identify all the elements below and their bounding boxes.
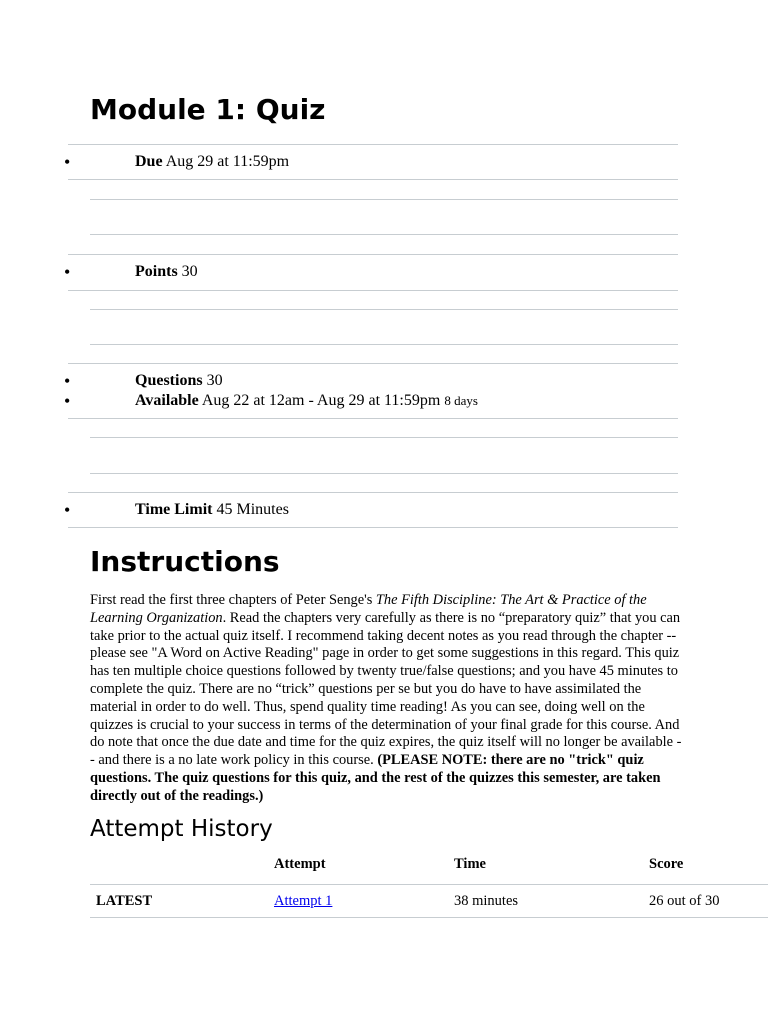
table-divider bbox=[90, 884, 768, 885]
time-cell: 38 minutes bbox=[454, 893, 519, 909]
divider bbox=[90, 199, 678, 200]
questions-count bbox=[135, 371, 223, 391]
points-label: Points bbox=[135, 263, 178, 280]
available-value: Aug 22 at 12am - Aug 29 at 11:59pm bbox=[201, 392, 441, 409]
column-header-attempt: Attempt bbox=[274, 856, 326, 872]
list-bullet: • bbox=[64, 500, 71, 520]
divider bbox=[90, 344, 678, 345]
divider bbox=[68, 527, 678, 528]
divider bbox=[90, 309, 678, 310]
due-value: Aug 29 at 11:59pm bbox=[165, 153, 290, 170]
availability bbox=[135, 391, 478, 411]
divider bbox=[68, 363, 678, 364]
divider bbox=[68, 254, 678, 255]
questions-value: 30 bbox=[206, 372, 223, 389]
page-title: Module 1: Quiz bbox=[90, 93, 326, 126]
divider bbox=[68, 492, 678, 493]
instructions-text bbox=[90, 592, 682, 806]
table-divider bbox=[90, 917, 768, 918]
attempt-history-heading: Attempt History bbox=[90, 816, 273, 842]
list-bullet: • bbox=[64, 152, 71, 172]
due-label: Due bbox=[135, 153, 163, 170]
divider bbox=[90, 473, 678, 474]
time-limit-label: Time Limit bbox=[135, 501, 213, 518]
divider bbox=[90, 234, 678, 235]
divider bbox=[68, 418, 678, 419]
divider bbox=[90, 437, 678, 438]
attempt-cell bbox=[274, 892, 332, 910]
divider bbox=[68, 144, 678, 145]
list-bullet: • bbox=[64, 371, 71, 391]
instructions-intro: First read the first three chapters of Peter Senge's bbox=[90, 592, 376, 608]
points bbox=[135, 262, 198, 282]
latest-label: LATEST bbox=[96, 893, 153, 909]
available-label: Available bbox=[135, 392, 199, 409]
points-value: 30 bbox=[181, 263, 198, 280]
instructions-note: (PLEASE NOTE: there are no "trick" quiz questions. The quiz questions for this quiz, and the rest of the quizzes this semester, are taken directly out of the readings.) bbox=[90, 752, 661, 804]
column-header-score: Score bbox=[649, 856, 684, 872]
time-limit bbox=[135, 500, 289, 520]
divider bbox=[68, 179, 678, 180]
attempt-1-link[interactable]: Attempt 1 bbox=[274, 893, 333, 909]
list-bullet: • bbox=[64, 262, 71, 282]
divider bbox=[68, 290, 678, 291]
score-cell: 26 out of 30 bbox=[649, 893, 720, 909]
list-bullet: • bbox=[64, 391, 71, 411]
time-limit-value: 45 Minutes bbox=[216, 501, 289, 518]
book-title: The Fifth Discipline: The Art & Practice of the Learning Organization bbox=[90, 592, 647, 626]
available-duration: 8 days bbox=[444, 393, 478, 408]
questions-label: Questions bbox=[135, 372, 203, 389]
instructions-heading: Instructions bbox=[90, 545, 280, 578]
due-date bbox=[135, 152, 289, 172]
column-header-time: Time bbox=[454, 856, 486, 872]
instructions-body: . Read the chapters very carefully as there is no “preparatory quiz” that you can take prior to the actual quiz itself. I recommend taking decent notes as you read through the chapter -- please see "A Word on Active Reading" page in order to get some suggestions in this regard. This quiz has ten multiple choice questions followed by twenty true/false questions; and you have 45 minutes to complete the quiz. There are no “trick” questions per se but you do have to have assimilated the material in order to do well. Thus, spend quality time reading! As you can see, doing well on the quizzes is crucial to your success in terms of the determination of your final grade for this course. And do note that once the due date and time for the quiz expires, the quiz itself will no longer be available -- and there is a no late work policy in this course. bbox=[90, 609, 682, 769]
